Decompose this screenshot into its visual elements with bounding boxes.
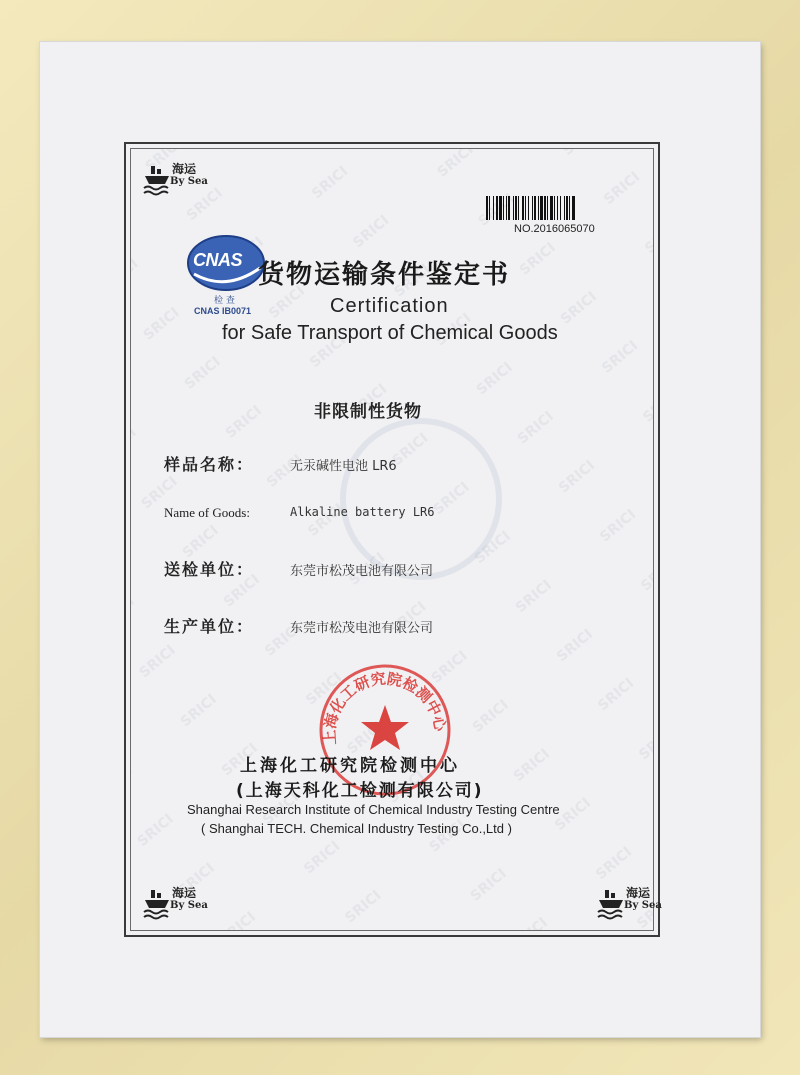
issuer-en-line1: Shanghai Research Institute of Chemical Industry Testing Centre bbox=[187, 802, 560, 817]
by-sea-badge-bottom-right bbox=[596, 884, 666, 928]
seal-text: 上海化工研究院检测中心 bbox=[320, 669, 450, 746]
submitter-label: 送检单位： bbox=[164, 560, 255, 579]
barcode bbox=[486, 196, 632, 220]
name-of-goods-value: Alkaline battery LR6 bbox=[290, 505, 435, 519]
manufacturer-value: 东莞市松茂电池有限公司 bbox=[290, 621, 434, 636]
sample-name-value: 无汞碱性电池 LR6 bbox=[290, 459, 397, 474]
cnas-logo-text: CNAS bbox=[193, 250, 243, 270]
seal-star-icon bbox=[361, 705, 409, 750]
ship-icon bbox=[596, 884, 626, 920]
goods-category: 非限制性货物 bbox=[314, 402, 422, 422]
by-sea-en: By Sea bbox=[170, 900, 208, 911]
name-of-goods-label: Name of Goods: bbox=[164, 505, 250, 520]
title-cn: 货物运输条件鉴定书 bbox=[258, 260, 511, 290]
by-sea-cn: 海运 bbox=[172, 162, 197, 176]
by-sea-badge-top-left bbox=[142, 160, 212, 204]
issuer-cn-line1: 上海化工研究院检测中心 bbox=[240, 756, 460, 776]
submitter-value: 东莞市松茂电池有限公司 bbox=[290, 564, 434, 579]
title-en-line2: for Safe Transport of Chemical Goods bbox=[222, 322, 558, 344]
sample-name-label: 样品名称： bbox=[164, 455, 255, 474]
ship-icon bbox=[142, 884, 172, 920]
by-sea-cn: 海运 bbox=[172, 886, 197, 900]
by-sea-cn: 海运 bbox=[626, 886, 651, 900]
by-sea-badge-bottom-left bbox=[142, 884, 212, 928]
manufacturer-label: 生产单位： bbox=[164, 617, 255, 636]
ship-icon bbox=[142, 160, 172, 196]
title-en-line1: Certification bbox=[330, 295, 449, 317]
by-sea-en: By Sea bbox=[624, 900, 662, 911]
cnas-sub: 检 查 bbox=[214, 296, 235, 306]
certificate-number: NO.2016065070 bbox=[514, 223, 595, 235]
cnas-code: CNAS IB0071 bbox=[194, 306, 252, 316]
issuer-en-line2: ( Shanghai TECH. Chemical Industry Testing Co.,Ltd ) bbox=[201, 821, 512, 836]
issuer-cn-line2: (上海天科化工检测有限公司) bbox=[236, 781, 484, 801]
by-sea-en: By Sea bbox=[170, 176, 208, 187]
